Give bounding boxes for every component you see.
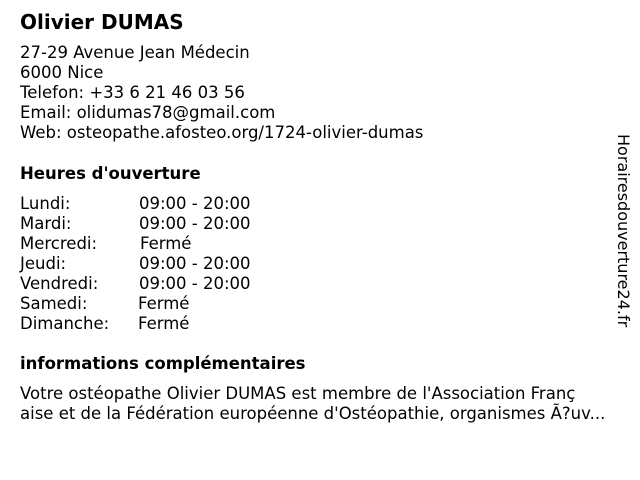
hours-row-thursday <box>20 254 320 274</box>
additional-info-heading: informations complémentaires <box>20 354 306 373</box>
day-hours: Fermé <box>140 234 192 253</box>
business-name: Olivier DUMAS <box>20 10 184 34</box>
day-label: Mardi: <box>20 214 72 233</box>
address-street: 27-29 Avenue Jean Médecin <box>20 43 250 62</box>
day-label: Mercredi: <box>20 234 98 253</box>
address-city: 6000 Nice <box>20 63 104 82</box>
additional-info-text <box>20 384 605 424</box>
day-hours: 09:00 - 20:00 <box>139 214 251 233</box>
day-hours: 09:00 - 20:00 <box>139 194 251 213</box>
phone-text: Telefon: +33 6 21 46 03 56 <box>20 83 245 102</box>
day-label: Samedi: <box>20 294 88 313</box>
opening-hours-heading: Heures d'ouverture <box>20 164 201 183</box>
email-text: Email: olidumas78@gmail.com <box>20 103 276 122</box>
day-hours: 09:00 - 20:00 <box>139 254 251 273</box>
hours-row-sunday <box>20 314 320 334</box>
site-watermark: Horairesdouverture24.fr <box>614 134 633 328</box>
day-label: Jeudi: <box>20 254 67 273</box>
day-label: Lundi: <box>20 194 71 213</box>
info-line: Votre ostéopathe Olivier DUMAS est membre de l'Association Franç <box>20 384 576 403</box>
day-label: Vendredi: <box>20 274 99 293</box>
day-label: Dimanche: <box>20 314 110 333</box>
contact-block <box>20 43 423 143</box>
hours-row-monday <box>20 194 320 214</box>
website-text: Web: osteopathe.afosteo.org/1724-olivier-dumas <box>20 123 424 142</box>
hours-row-wednesday <box>20 234 320 254</box>
opening-hours-table <box>20 194 320 334</box>
day-hours: Fermé <box>138 314 190 333</box>
hours-row-tuesday <box>20 214 320 234</box>
hours-row-friday <box>20 274 320 294</box>
day-hours: 09:00 - 20:00 <box>139 274 251 293</box>
day-hours: Fermé <box>138 294 190 313</box>
info-line: aise et de la Fédération européenne d'Ostéopathie, organismes Ã?uv... <box>20 404 606 423</box>
hours-row-saturday <box>20 294 320 314</box>
